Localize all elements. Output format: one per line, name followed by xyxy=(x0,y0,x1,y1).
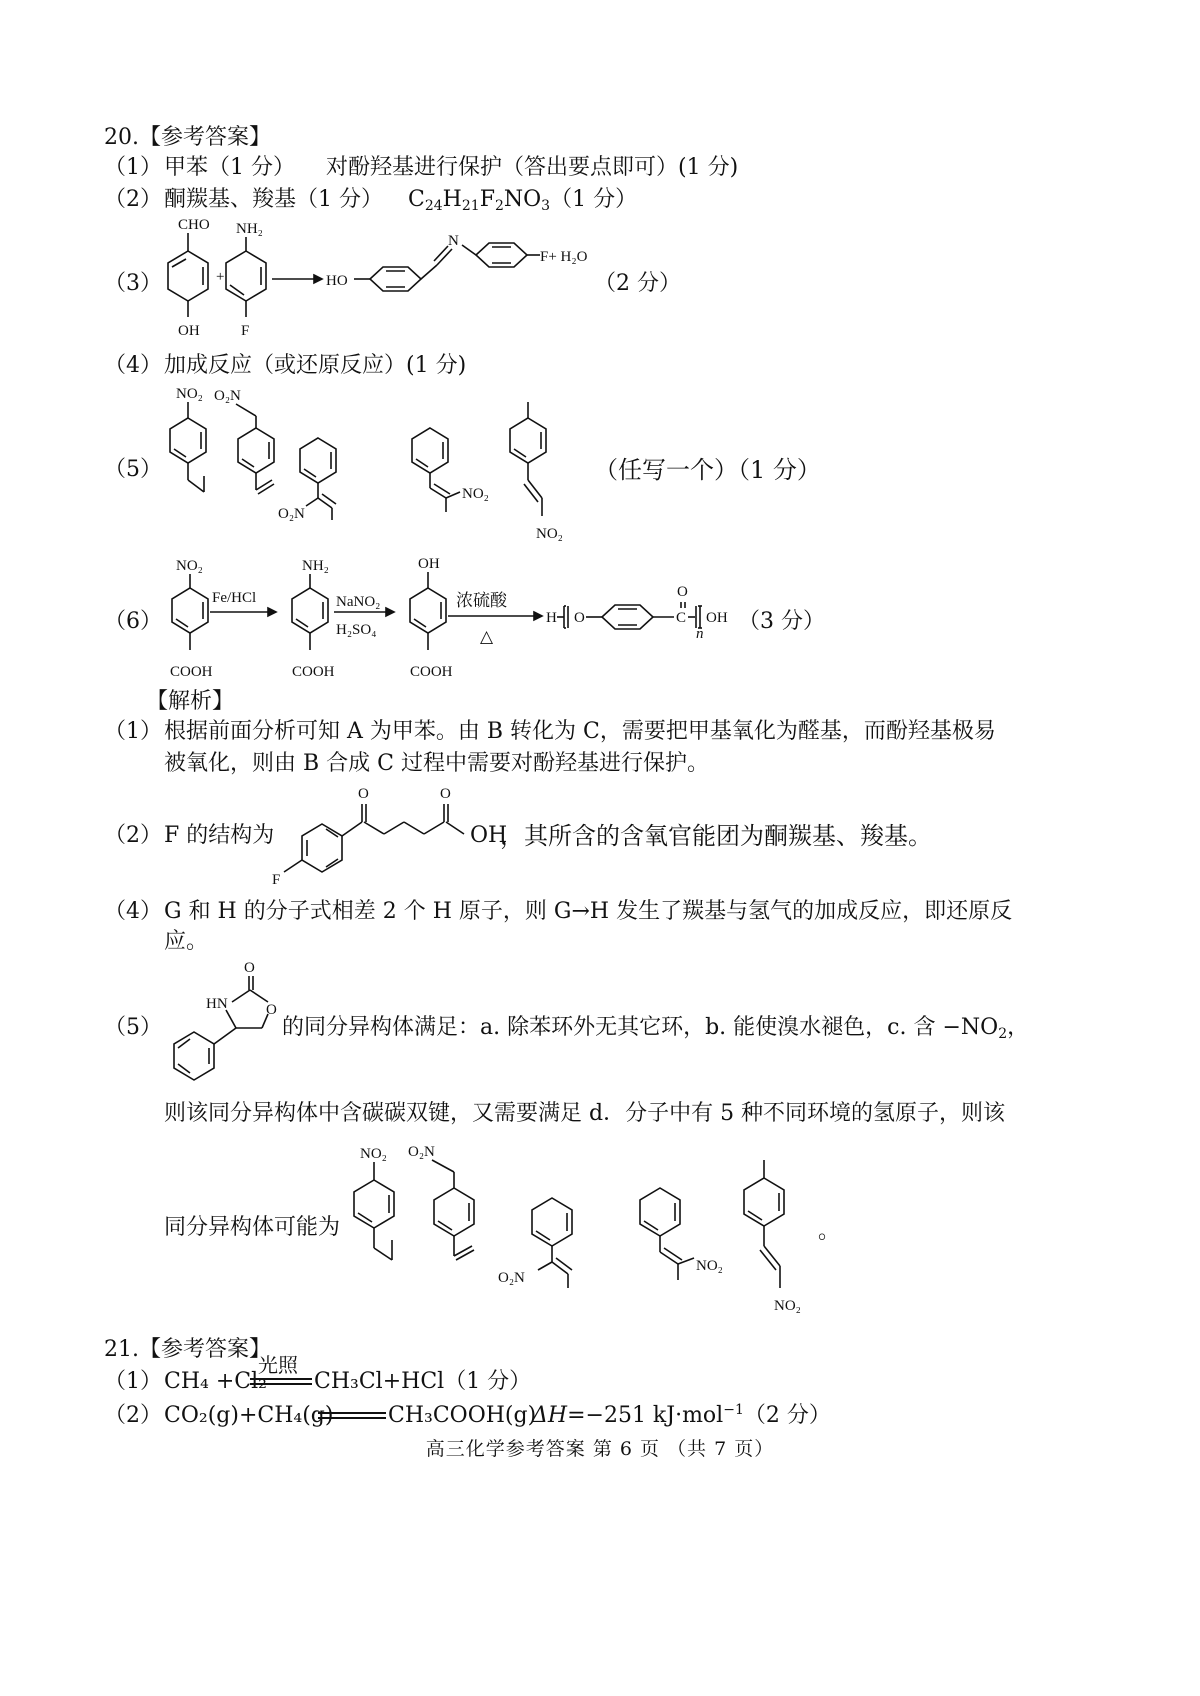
analysis-4-num: （4） xyxy=(104,899,162,924)
analysis-5-line2: 则该同分异构体中含碳碳双键，又需要满足 d．分子中有 5 种不同环境的氢原子，则该 xyxy=(164,1101,1006,1126)
q21-eq2-line-top xyxy=(318,1412,386,1414)
isomer-c-o2n-label: O₂N xyxy=(278,506,305,522)
n-label: N xyxy=(448,233,459,249)
q20-answer-5-isomers xyxy=(150,380,570,550)
analysis-1-line1: 根据前面分析可知 A 为甲苯。由 B 转化为 C，需要把甲基氧化为醛基，而酚羟基极易 xyxy=(164,719,996,744)
q21-answer-2-num: （2） xyxy=(104,1403,162,1428)
q20-answer-3-score: （2 分） xyxy=(594,271,681,296)
analysis-5-line3: 同分异构体可能为 xyxy=(164,1215,341,1240)
q21-answer-1-num: （1） xyxy=(104,1369,162,1394)
q21-eq-line-bottom xyxy=(250,1383,312,1385)
polymer-oh: OH xyxy=(706,610,728,626)
ring-o-label: O xyxy=(266,1002,277,1018)
cooh-label-2: COOH xyxy=(292,664,335,680)
q20-answer-4-num: （4） xyxy=(104,353,162,378)
q20-answer-1-text1: 甲苯（1 分） xyxy=(164,155,295,180)
q21-eq2-line-bottom xyxy=(318,1417,386,1419)
analysis-5-end: 。 xyxy=(818,1219,841,1244)
f-h2o-label: F+ H₂O xyxy=(540,249,588,265)
oh-label: OH xyxy=(418,556,440,572)
heat-symbol: △ xyxy=(480,627,494,646)
isomer-b-o2n-label: O₂N xyxy=(408,1144,435,1160)
polymer-c: C xyxy=(676,610,687,626)
q21-answer-2-left: CO₂(g)+CH₄(g) xyxy=(164,1403,334,1428)
q20-answer-6-num: （6） xyxy=(104,609,162,634)
page-footer: 高三化学参考答案 第 6 页 （共 7 页） xyxy=(425,1438,775,1460)
hn-label: HN xyxy=(206,996,228,1012)
q20-answer-6-score: （3 分） xyxy=(738,609,825,634)
cooh-label-1: COOH xyxy=(170,664,213,680)
cho-label: CHO xyxy=(178,217,210,233)
analysis-4-line2: 应。 xyxy=(164,929,209,954)
polymer-h: H xyxy=(546,610,557,626)
isomer-a-no2-label: NO₂ xyxy=(176,386,203,402)
analysis-2-num: （2） xyxy=(104,823,162,848)
q20-answer-5-num: （5） xyxy=(104,457,162,482)
q20-answer-1-text2: 对酚羟基进行保护（答出要点即可）(1 分) xyxy=(326,155,739,180)
analysis-5-num: （5） xyxy=(104,1015,162,1040)
q20-answer-6-synthesis xyxy=(150,548,810,688)
isomer-d-no2-label: NO₂ xyxy=(462,486,489,502)
q20-answer-4-text: 加成反应（或还原反应）(1 分) xyxy=(164,353,467,378)
analysis-5-text: 的同分异构体满足：a. 除苯环外无其它环，b. 能使溴水褪色，c. 含 $-NO_2$， xyxy=(282,1015,1030,1042)
analysis-2-oh: OH xyxy=(470,823,508,848)
analysis-1-num: （1） xyxy=(104,719,162,744)
isomer-e-no2-label: NO₂ xyxy=(774,1298,801,1314)
isomer-c-o2n-label: O₂N xyxy=(498,1270,525,1286)
f-label: F xyxy=(272,872,281,886)
q20-answer-1-num: （1） xyxy=(104,155,162,180)
analysis-4-line1: G 和 H 的分子式相差 2 个 H 原子，则 G→H 发生了羰基与氢气的加成反应，即还原反 xyxy=(164,899,1013,924)
acid-o-label: O xyxy=(440,786,451,802)
polymer-n: n xyxy=(696,626,704,642)
q21-answer-2-enthalpy: ΔH=−251 kJ·mol$^{-1}$（2 分） xyxy=(532,1402,831,1428)
q21-answer-1-left: CH₄ +Cl₂ xyxy=(164,1369,267,1394)
isomer-d-no2-label: NO₂ xyxy=(696,1258,723,1274)
q21-heading: 21.【参考答案】 xyxy=(104,1337,271,1362)
q21-answer-1-right: CH₃Cl+HCl（1 分） xyxy=(314,1369,532,1394)
analysis-1-line2: 被氧化，则由 B 合成 C 过程中需要对酚羟基进行保护。 xyxy=(164,751,709,776)
ho-label: HO xyxy=(326,273,348,289)
isomer-e-no2-label: NO₂ xyxy=(536,526,563,542)
carbonyl-o-label: O xyxy=(244,960,255,976)
no2-label: NO₂ xyxy=(176,558,203,574)
isomer-b-o2n-label: O₂N xyxy=(214,388,241,404)
analysis-heading: 【解析】 xyxy=(146,689,235,714)
analysis-5-oxazolidinone xyxy=(150,952,290,1092)
analysis-2-prefix: F 的结构为 xyxy=(164,823,275,848)
polymer-carbonyl-o: O xyxy=(677,584,688,600)
q21-eq-line-top xyxy=(250,1378,312,1380)
q20-answer-2-formula: $C_{24}H_{21}F_2NO_3(1$ 分） xyxy=(408,187,638,214)
f-label: F xyxy=(241,323,250,339)
polymer-o: O xyxy=(574,610,585,626)
q20-heading: 20.【参考答案】 xyxy=(104,125,271,150)
q20-answer-2-text1: 酮羰基、羧基（1 分） xyxy=(164,187,383,212)
isomer-a-no2-label: NO₂ xyxy=(360,1146,387,1162)
reagent-nano2: NaNO₂ xyxy=(336,594,381,610)
q21-answer-2-right: CH₃COOH(g) xyxy=(388,1403,537,1428)
cooh-label-3: COOH xyxy=(410,664,453,680)
nh2-label: NH₂ xyxy=(236,221,263,237)
analysis-5-isomers xyxy=(330,1140,830,1330)
plus-sign: + xyxy=(216,269,225,285)
analysis-2-suffix: ，其所含的含氧官能团为酮羰基、羧基。 xyxy=(500,822,932,850)
q20-answer-5-note: （任写一个）（1 分） xyxy=(594,456,821,484)
reagent-conc-h2so4: 浓硫酸 xyxy=(456,591,507,610)
q20-answer-3-num: （3） xyxy=(104,271,162,296)
ketone-o-label: O xyxy=(358,786,369,802)
reagent-fe-hcl: Fe/HCl xyxy=(212,590,257,606)
q20-answer-2-num: （2） xyxy=(104,187,162,212)
reagent-h2so4: H₂SO₄ xyxy=(336,622,377,638)
oh-label: OH xyxy=(178,323,200,339)
q21-answer-1-condition: 光照 xyxy=(258,1353,298,1377)
nh2-label: NH₂ xyxy=(302,558,329,574)
